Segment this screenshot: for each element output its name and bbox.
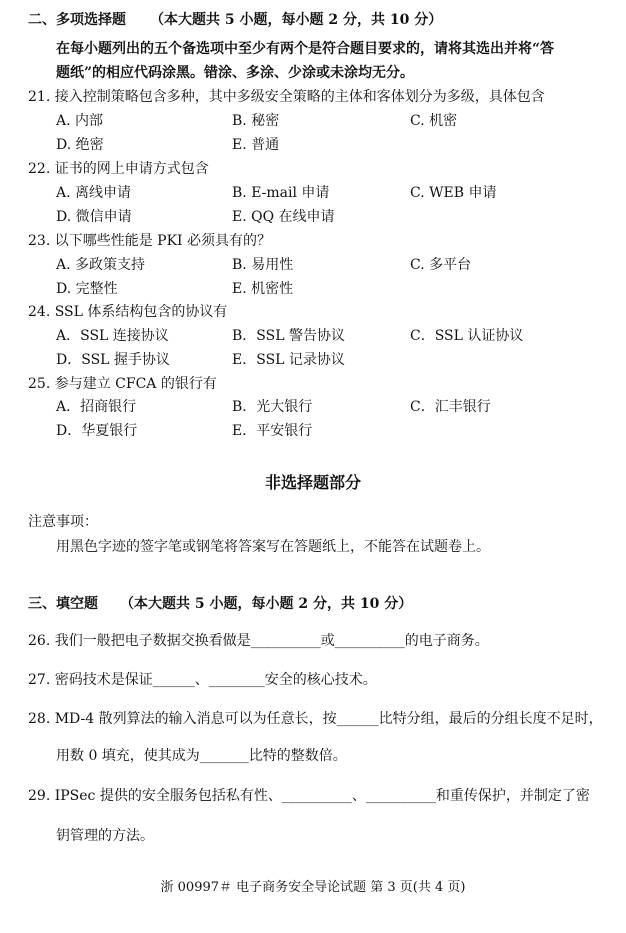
option-e: E. 机密性 xyxy=(232,281,294,297)
part-title: 非选择题部分 xyxy=(264,473,361,492)
question-stem: 22. 证书的网上申请方式包含 xyxy=(28,161,209,177)
option-d: D. 微信申请 xyxy=(56,209,132,225)
option-a: A. 离线申请 xyxy=(56,185,132,201)
option-d: D. 绝密 xyxy=(56,137,104,153)
option-e: E．平安银行 xyxy=(232,423,313,439)
option-d: D．SSL 握手协议 xyxy=(56,352,170,368)
option-c: C．汇丰银行 xyxy=(410,399,491,415)
option-b: B. 秘密 xyxy=(232,113,280,129)
option-a: A. 多政策支持 xyxy=(56,257,146,273)
option-a: A．招商银行 xyxy=(56,399,137,415)
option-e: E. 普通 xyxy=(232,137,280,153)
notice-text: 用黑色字迹的签字笔或钢笔将答案写在答题纸上，不能答在试题卷上。 xyxy=(56,539,490,555)
option-c: C. 机密 xyxy=(410,113,458,129)
section3-info: （本大题共 5 小题，每小题 2 分，共 10 分） xyxy=(120,596,413,612)
section2-heading: 二、多项选择题 xyxy=(28,12,126,28)
section2-instruction-1: 在每小题列出的五个备选项中至少有两个是符合题目要求的，请将其选出并将“答 xyxy=(56,41,555,57)
option-c: C. 多平台 xyxy=(410,257,472,273)
question-stem: 23. 以下哪些性能是 PKI 必须具有的？ xyxy=(28,233,272,249)
option-b: B. 易用性 xyxy=(232,257,294,273)
option-b: B. E-mail 申请 xyxy=(232,185,330,201)
option-b: B．SSL 警告协议 xyxy=(232,328,345,344)
option-e: E. QQ 在线申请 xyxy=(232,209,335,225)
question-29-line-1: 29. IPSec 提供的安全服务包括私有性、__________、__________和重传保护，并制定了密 xyxy=(28,788,590,804)
option-a: A．SSL 连接协议 xyxy=(56,328,169,344)
question-stem: 24. SSL 体系结构包含的协议有 xyxy=(28,304,228,320)
option-e: E．SSL 记录协议 xyxy=(232,352,345,368)
option-c: C．SSL 认证协议 xyxy=(410,328,524,344)
option-b: B．光大银行 xyxy=(232,399,313,415)
section3-heading: 三、填空题 xyxy=(28,596,98,612)
question-26: 26. 我们一般把电子数据交换看做是__________或__________的电子商务。 xyxy=(28,633,489,649)
question-stem: 25. 参与建立 CFCA 的银行有 xyxy=(28,376,217,392)
question-27: 27. 密码技术是保证______、________安全的核心技术。 xyxy=(28,672,377,688)
option-c: C. WEB 申请 xyxy=(410,185,497,201)
question-28-line-2: 用数 0 填充，使其成为_______比特的整数倍。 xyxy=(56,748,347,764)
question-28-line-1: 28. MD-4 散列算法的输入消息可以为任意长，按______比特分组，最后的分组长度不足时， xyxy=(28,711,603,727)
option-a: A. 内部 xyxy=(56,113,104,129)
question-stem: 21. 接入控制策略包含多种，其中多级安全策略的主体和客体划分为多级，具体包含 xyxy=(28,89,545,105)
section2-info: （本大题共 5 小题，每小题 2 分，共 10 分） xyxy=(150,12,443,28)
option-d: D. 完整性 xyxy=(56,281,118,297)
section2-instruction-2: 题纸”的相应代码涂黑。错涂、多涂、少涂或未涂均无分。 xyxy=(56,65,415,81)
notice-label: 注意事项： xyxy=(28,514,98,530)
question-29-line-2: 钥管理的方法。 xyxy=(56,828,154,844)
option-d: D．华夏银行 xyxy=(56,423,138,439)
page-footer: 浙 00997＃ 电子商务安全导论试题 第 3 页(共 4 页) xyxy=(160,880,466,895)
